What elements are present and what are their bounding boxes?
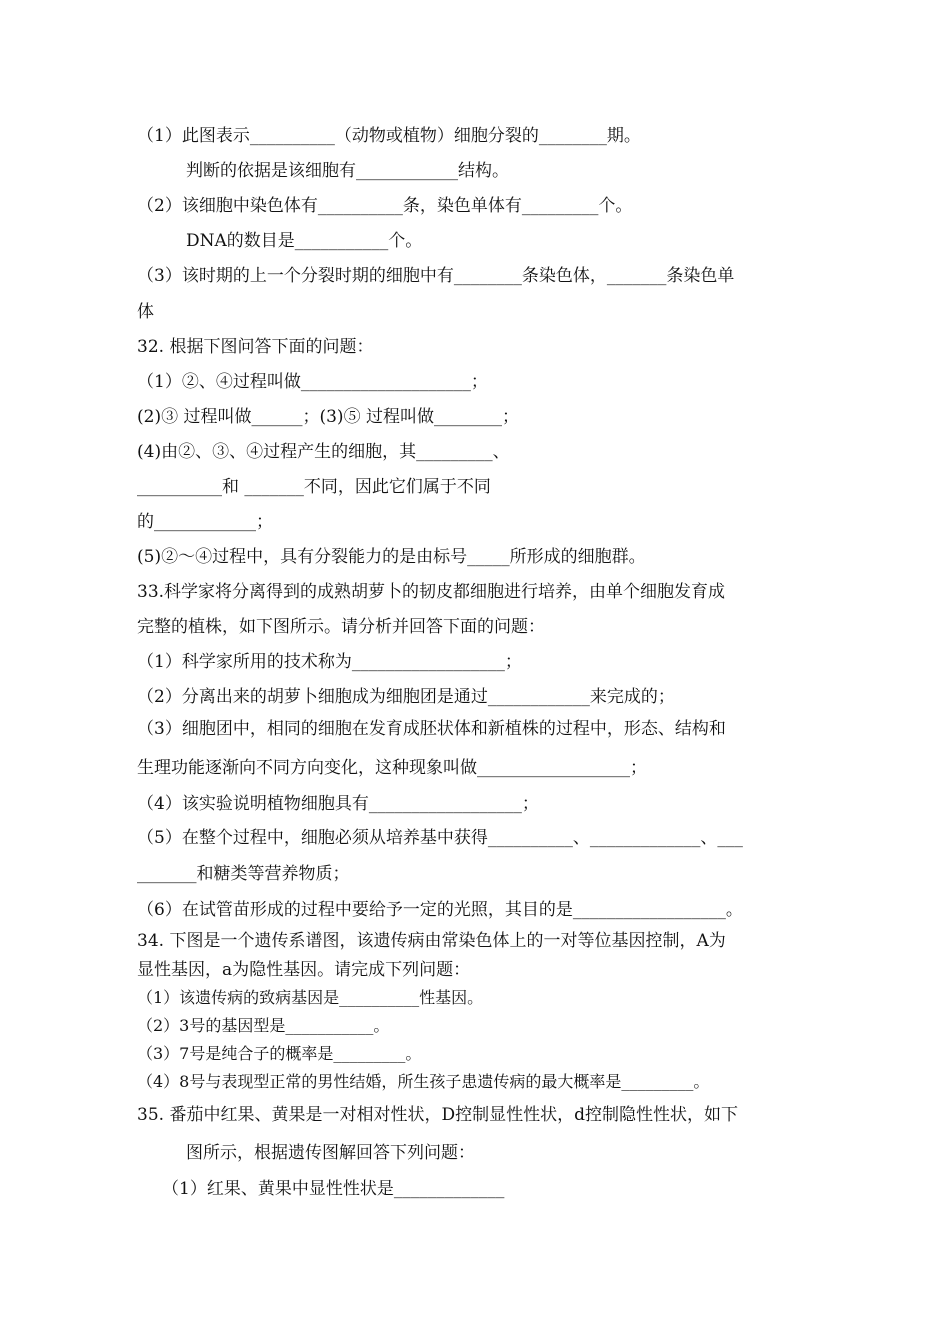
- q34-heading: 34. 下图是一个遗传系谱图，该遗传病由常染色体上的一对等位基因控制，A为: [137, 931, 726, 951]
- q31-part1-line: （1）此图表示__________（动物或植物）细胞分裂的________期。: [137, 126, 641, 146]
- q33-heading-continued: 完整的植株，如下图所示。请分析并回答下面的问题：: [137, 617, 545, 637]
- q34-heading-continued: 显性基因，a为隐性基因。请完成下列问题：: [137, 960, 471, 980]
- q32-part4-continued: __________和 _______不同，因此它们属于不同: [137, 477, 491, 497]
- q35-heading-continued: 图所示，根据遗传图解回答下列问题：: [186, 1143, 475, 1163]
- q32-heading: 32. 根据下图问答下面的问题：: [137, 337, 374, 357]
- q33-part4-line: （4）该实验说明植物细胞具有__________________；: [137, 794, 539, 814]
- q33-part6-line: （6）在试管苗形成的过程中要给予一定的光照，其目的是__________________。: [137, 900, 743, 920]
- q34-part1-line: （1）该遗传病的致病基因是__________性基因。: [137, 988, 484, 1007]
- q32-part1-line: （1）②、④过程叫做____________________；: [137, 372, 488, 392]
- q33-part2-line: （2）分离出来的胡萝卜细胞成为细胞团是通过____________来完成的；: [137, 687, 675, 707]
- q33-part3-continued: 生理功能逐渐向不同方向变化，这种现象叫做__________________；: [137, 758, 647, 778]
- q33-part5-line: （5）在整个过程中，细胞必须从培养基中获得__________、_____________、___: [137, 828, 743, 848]
- q32-part4-line: (4)由②、③、④过程产生的细胞，其_________、: [137, 442, 510, 462]
- q31-part3-continued: 体: [137, 302, 154, 322]
- q32-part2-3-line: (2)③ 过程叫做______；(3)⑤ 过程叫做________；: [137, 407, 519, 427]
- q35-part1-line: （1）红果、黄果中显性性状是_____________: [162, 1179, 505, 1199]
- q35-heading: 35. 番茄中红果、黄果是一对相对性状，D控制显性性状，d控制隐性性状，如下: [137, 1105, 738, 1125]
- q33-part3-line: （3）细胞团中，相同的细胞在发育成胚状体和新植株的过程中，形态、结构和: [137, 719, 726, 739]
- q33-heading: 33.科学家将分离得到的成熟胡萝卜的韧皮都细胞进行培养，由单个细胞发育成: [137, 582, 726, 602]
- q34-part3-line: （3）7号是纯合子的概率是_________。: [137, 1044, 422, 1063]
- q31-part2-dna-line: DNA的数目是___________个。: [186, 231, 423, 251]
- q34-part4-line: （4）8号与表现型正常的男性结婚，所生孩子患遗传病的最大概率是_________。: [137, 1072, 710, 1091]
- q34-part2-line: （2）3号的基因型是___________。: [137, 1016, 390, 1035]
- q32-part5-line: (5)②～④过程中，具有分裂能力的是由标号_____所形成的细胞群。: [137, 547, 646, 567]
- q33-part1-line: （1）科学家所用的技术称为__________________；: [137, 652, 522, 672]
- q31-part1-basis-line: 判断的依据是该细胞有____________结构。: [186, 161, 509, 181]
- q32-part4-end: 的____________；: [137, 512, 273, 532]
- q33-part5-continued: _______和糖类等营养物质；: [137, 864, 350, 884]
- q31-part3-line: （3）该时期的上一个分裂时期的细胞中有________条染色体，_______条染色单: [137, 266, 735, 286]
- q31-part2-line: （2）该细胞中染色体有__________条，染色单体有_________个。: [137, 196, 633, 216]
